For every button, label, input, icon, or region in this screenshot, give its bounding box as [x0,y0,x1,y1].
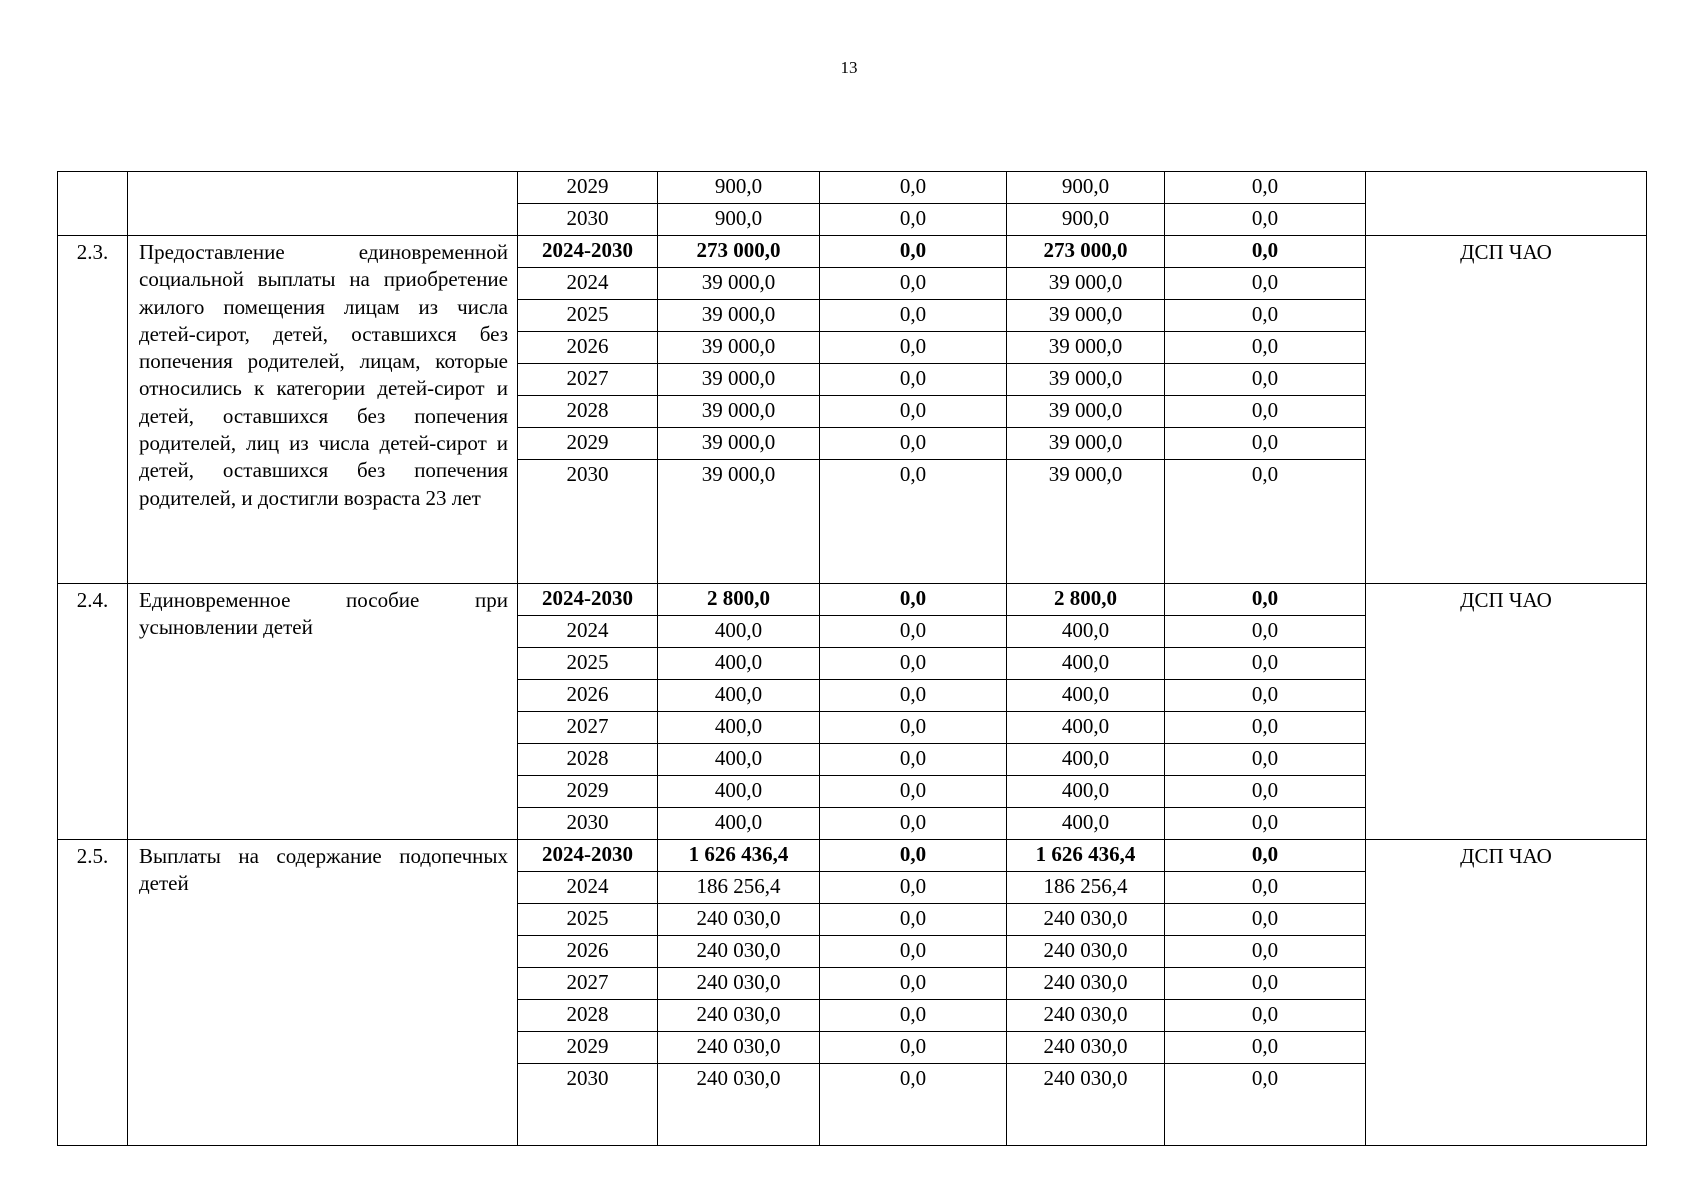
budget-table [57,171,1647,1146]
period-cell: 2025 [518,904,658,936]
regional-budget-cell: 400,0 [1007,648,1165,680]
empty-cell [820,1095,1007,1146]
total-cell: 400,0 [658,744,820,776]
regional-budget-cell: 39 000,0 [1007,332,1165,364]
federal-budget-cell: 0,0 [820,396,1007,428]
total-cell: 900,0 [658,172,820,204]
regional-budget-cell: 240 030,0 [1007,1000,1165,1032]
total-cell: 39 000,0 [658,396,820,428]
period-cell: 2024-2030 [518,236,658,268]
total-cell: 2 800,0 [658,584,820,616]
regional-budget-cell: 400,0 [1007,808,1165,840]
period-cell: 2025 [518,300,658,332]
federal-budget-cell: 0,0 [820,616,1007,648]
period-cell: 2024-2030 [518,840,658,872]
other-sources-cell: 0,0 [1165,268,1366,300]
regional-budget-cell: 900,0 [1007,172,1165,204]
federal-budget-cell: 0,0 [820,584,1007,616]
period-cell: 2024 [518,268,658,300]
federal-budget-cell: 0,0 [820,808,1007,840]
regional-budget-cell: 240 030,0 [1007,1064,1165,1096]
federal-budget-cell: 0,0 [820,268,1007,300]
regional-budget-cell: 39 000,0 [1007,364,1165,396]
other-sources-cell: 0,0 [1165,808,1366,840]
total-cell: 400,0 [658,808,820,840]
empty-cell [1165,491,1366,584]
regional-budget-cell: 39 000,0 [1007,300,1165,332]
federal-budget-cell: 0,0 [820,1032,1007,1064]
item-number: 2.5. [58,840,128,1146]
federal-budget-cell: 0,0 [820,332,1007,364]
item-name: Предоставление единовременной социальной выплаты на приобретение жилого помещения лицам из числа детей-сирот, детей, оставшихся без попечения родителей, лицам, которые относились к категории детей-сирот и детей, оставшихся без попечения родителей, лиц из числа детей-сирот и детей, оставшихся без попечения родителей, и достигли возраста 23 лет [128,236,518,584]
empty-cell [658,1095,820,1146]
table-row [58,172,1647,204]
executor: ДСП ЧАО [1366,236,1647,584]
period-cell: 2028 [518,1000,658,1032]
total-cell: 240 030,0 [658,1000,820,1032]
other-sources-cell: 0,0 [1165,332,1366,364]
other-sources-cell: 0,0 [1165,364,1366,396]
regional-budget-cell: 400,0 [1007,712,1165,744]
regional-budget-cell: 273 000,0 [1007,236,1165,268]
other-sources-cell: 0,0 [1165,396,1366,428]
federal-budget-cell: 0,0 [820,1000,1007,1032]
empty-cell [518,491,658,584]
empty-cell [820,491,1007,584]
regional-budget-cell: 39 000,0 [1007,460,1165,492]
total-cell: 1 626 436,4 [658,840,820,872]
federal-budget-cell: 0,0 [820,364,1007,396]
federal-budget-cell: 0,0 [820,648,1007,680]
total-cell: 240 030,0 [658,1032,820,1064]
total-cell: 400,0 [658,648,820,680]
empty-cell [518,1095,658,1146]
regional-budget-cell: 39 000,0 [1007,396,1165,428]
total-cell: 240 030,0 [658,1064,820,1096]
other-sources-cell: 0,0 [1165,744,1366,776]
total-cell: 186 256,4 [658,872,820,904]
total-cell: 240 030,0 [658,968,820,1000]
table-row-total [58,236,1647,268]
federal-budget-cell: 0,0 [820,1064,1007,1096]
total-cell: 400,0 [658,616,820,648]
period-cell: 2030 [518,808,658,840]
federal-budget-cell: 0,0 [820,840,1007,872]
total-cell: 400,0 [658,712,820,744]
regional-budget-cell: 400,0 [1007,744,1165,776]
other-sources-cell: 0,0 [1165,300,1366,332]
executor-cell [1366,172,1647,236]
other-sources-cell: 0,0 [1165,236,1366,268]
period-cell: 2029 [518,776,658,808]
regional-budget-cell: 186 256,4 [1007,872,1165,904]
other-sources-cell: 0,0 [1165,904,1366,936]
period-cell: 2024 [518,872,658,904]
other-sources-cell: 0,0 [1165,936,1366,968]
item-number-cell [58,172,128,236]
total-cell: 39 000,0 [658,268,820,300]
budget-table-body [58,172,1647,1146]
federal-budget-cell: 0,0 [820,204,1007,236]
regional-budget-cell: 1 626 436,4 [1007,840,1165,872]
empty-cell [1007,1095,1165,1146]
regional-budget-cell: 400,0 [1007,680,1165,712]
empty-cell [1165,1095,1366,1146]
federal-budget-cell: 0,0 [820,236,1007,268]
period-cell: 2026 [518,680,658,712]
federal-budget-cell: 0,0 [820,300,1007,332]
other-sources-cell: 0,0 [1165,460,1366,492]
federal-budget-cell: 0,0 [820,460,1007,492]
other-sources-cell: 0,0 [1165,616,1366,648]
period-cell: 2030 [518,460,658,492]
other-sources-cell: 0,0 [1165,872,1366,904]
period-cell: 2027 [518,968,658,1000]
regional-budget-cell: 240 030,0 [1007,968,1165,1000]
total-cell: 39 000,0 [658,300,820,332]
period-cell: 2029 [518,1032,658,1064]
period-cell: 2027 [518,712,658,744]
regional-budget-cell: 400,0 [1007,776,1165,808]
federal-budget-cell: 0,0 [820,712,1007,744]
period-cell: 2029 [518,172,658,204]
period-cell: 2027 [518,364,658,396]
item-name: Выплаты на содержание подопечных детей [128,840,518,1146]
period-cell: 2029 [518,428,658,460]
period-cell: 2030 [518,1064,658,1096]
other-sources-cell: 0,0 [1165,712,1366,744]
period-cell: 2024 [518,616,658,648]
total-cell: 39 000,0 [658,332,820,364]
other-sources-cell: 0,0 [1165,968,1366,1000]
total-cell: 240 030,0 [658,904,820,936]
table-row-total [58,584,1647,616]
period-cell: 2028 [518,744,658,776]
other-sources-cell: 0,0 [1165,680,1366,712]
federal-budget-cell: 0,0 [820,872,1007,904]
executor: ДСП ЧАО [1366,840,1647,1146]
regional-budget-cell: 240 030,0 [1007,1032,1165,1064]
regional-budget-cell: 400,0 [1007,616,1165,648]
federal-budget-cell: 0,0 [820,172,1007,204]
page-number: 13 [840,58,858,77]
empty-cell [658,491,820,584]
period-cell: 2025 [518,648,658,680]
item-number: 2.4. [58,584,128,840]
regional-budget-cell: 900,0 [1007,204,1165,236]
total-cell: 240 030,0 [658,936,820,968]
regional-budget-cell: 240 030,0 [1007,936,1165,968]
total-cell: 39 000,0 [658,460,820,492]
total-cell: 400,0 [658,680,820,712]
total-cell: 900,0 [658,204,820,236]
period-cell: 2030 [518,204,658,236]
executor: ДСП ЧАО [1366,584,1647,840]
table-row-total [58,840,1647,872]
federal-budget-cell: 0,0 [820,936,1007,968]
item-number: 2.3. [58,236,128,584]
total-cell: 400,0 [658,776,820,808]
regional-budget-cell: 2 800,0 [1007,584,1165,616]
total-cell: 39 000,0 [658,364,820,396]
federal-budget-cell: 0,0 [820,968,1007,1000]
regional-budget-cell: 39 000,0 [1007,268,1165,300]
item-name-cell [128,172,518,236]
other-sources-cell: 0,0 [1165,1032,1366,1064]
federal-budget-cell: 0,0 [820,428,1007,460]
other-sources-cell: 0,0 [1165,1000,1366,1032]
other-sources-cell: 0,0 [1165,648,1366,680]
federal-budget-cell: 0,0 [820,776,1007,808]
empty-cell [1007,491,1165,584]
other-sources-cell: 0,0 [1165,776,1366,808]
period-cell: 2026 [518,332,658,364]
federal-budget-cell: 0,0 [820,904,1007,936]
period-cell: 2028 [518,396,658,428]
other-sources-cell: 0,0 [1165,1064,1366,1096]
other-sources-cell: 0,0 [1165,840,1366,872]
federal-budget-cell: 0,0 [820,680,1007,712]
other-sources-cell: 0,0 [1165,584,1366,616]
regional-budget-cell: 39 000,0 [1007,428,1165,460]
item-name: Единовременное пособие при усыновлении детей [128,584,518,840]
regional-budget-cell: 240 030,0 [1007,904,1165,936]
other-sources-cell: 0,0 [1165,428,1366,460]
period-cell: 2024-2030 [518,584,658,616]
other-sources-cell: 0,0 [1165,172,1366,204]
period-cell: 2026 [518,936,658,968]
federal-budget-cell: 0,0 [820,744,1007,776]
total-cell: 273 000,0 [658,236,820,268]
other-sources-cell: 0,0 [1165,204,1366,236]
total-cell: 39 000,0 [658,428,820,460]
